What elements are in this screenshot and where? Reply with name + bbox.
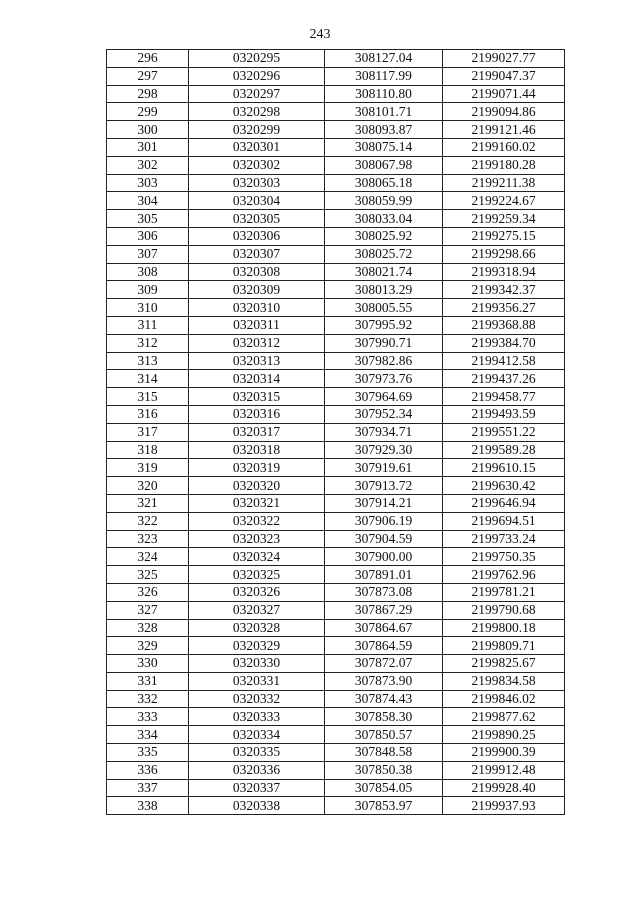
x-coordinate-cell: 308067.98 xyxy=(325,156,443,174)
table-row xyxy=(107,583,565,601)
y-coordinate-cell: 2199493.59 xyxy=(443,405,565,423)
x-coordinate-cell: 307990.71 xyxy=(325,334,443,352)
y-coordinate-cell: 2199259.34 xyxy=(443,210,565,228)
point-number-cell: 319 xyxy=(107,459,189,477)
y-coordinate-cell: 2199211.38 xyxy=(443,174,565,192)
coordinates-table-body xyxy=(107,50,565,815)
y-coordinate-cell: 2199071.44 xyxy=(443,85,565,103)
point-code-cell: 0320305 xyxy=(189,210,325,228)
point-code-cell: 0320302 xyxy=(189,156,325,174)
y-coordinate-cell: 2199412.58 xyxy=(443,352,565,370)
x-coordinate-cell: 307929.30 xyxy=(325,441,443,459)
point-code-cell: 0320322 xyxy=(189,512,325,530)
y-coordinate-cell: 2199890.25 xyxy=(443,726,565,744)
table-row xyxy=(107,477,565,495)
table-row xyxy=(107,566,565,584)
table-row xyxy=(107,299,565,317)
x-coordinate-cell: 307864.67 xyxy=(325,619,443,637)
x-coordinate-cell: 307914.21 xyxy=(325,494,443,512)
table-row xyxy=(107,797,565,815)
x-coordinate-cell: 307973.76 xyxy=(325,370,443,388)
y-coordinate-cell: 2199900.39 xyxy=(443,744,565,762)
point-code-cell: 0320321 xyxy=(189,494,325,512)
point-code-cell: 0320320 xyxy=(189,477,325,495)
table-row xyxy=(107,67,565,85)
y-coordinate-cell: 2199047.37 xyxy=(443,67,565,85)
x-coordinate-cell: 307873.08 xyxy=(325,583,443,601)
point-code-cell: 0320306 xyxy=(189,227,325,245)
point-number-cell: 325 xyxy=(107,566,189,584)
y-coordinate-cell: 2199825.67 xyxy=(443,655,565,673)
table-row xyxy=(107,334,565,352)
point-number-cell: 330 xyxy=(107,655,189,673)
x-coordinate-cell: 307982.86 xyxy=(325,352,443,370)
x-coordinate-cell: 307891.01 xyxy=(325,566,443,584)
point-number-cell: 296 xyxy=(107,50,189,68)
x-coordinate-cell: 308117.99 xyxy=(325,67,443,85)
x-coordinate-cell: 308033.04 xyxy=(325,210,443,228)
y-coordinate-cell: 2199762.96 xyxy=(443,566,565,584)
table-row xyxy=(107,672,565,690)
x-coordinate-cell: 308005.55 xyxy=(325,299,443,317)
point-number-cell: 329 xyxy=(107,637,189,655)
point-number-cell: 338 xyxy=(107,797,189,815)
point-number-cell: 309 xyxy=(107,281,189,299)
point-number-cell: 310 xyxy=(107,299,189,317)
point-code-cell: 0320310 xyxy=(189,299,325,317)
point-code-cell: 0320308 xyxy=(189,263,325,281)
point-code-cell: 0320333 xyxy=(189,708,325,726)
point-number-cell: 320 xyxy=(107,477,189,495)
x-coordinate-cell: 307858.30 xyxy=(325,708,443,726)
x-coordinate-cell: 308127.04 xyxy=(325,50,443,68)
point-number-cell: 300 xyxy=(107,121,189,139)
y-coordinate-cell: 2199928.40 xyxy=(443,779,565,797)
y-coordinate-cell: 2199610.15 xyxy=(443,459,565,477)
point-code-cell: 0320315 xyxy=(189,388,325,406)
point-code-cell: 0320332 xyxy=(189,690,325,708)
table-row xyxy=(107,156,565,174)
table-row xyxy=(107,50,565,68)
x-coordinate-cell: 307952.34 xyxy=(325,405,443,423)
point-number-cell: 334 xyxy=(107,726,189,744)
y-coordinate-cell: 2199877.62 xyxy=(443,708,565,726)
x-coordinate-cell: 307913.72 xyxy=(325,477,443,495)
point-code-cell: 0320317 xyxy=(189,423,325,441)
y-coordinate-cell: 2199121.46 xyxy=(443,121,565,139)
point-code-cell: 0320298 xyxy=(189,103,325,121)
point-number-cell: 307 xyxy=(107,245,189,263)
table-row xyxy=(107,708,565,726)
point-number-cell: 306 xyxy=(107,227,189,245)
point-number-cell: 331 xyxy=(107,672,189,690)
y-coordinate-cell: 2199646.94 xyxy=(443,494,565,512)
point-number-cell: 333 xyxy=(107,708,189,726)
table-row xyxy=(107,405,565,423)
point-code-cell: 0320325 xyxy=(189,566,325,584)
table-row xyxy=(107,548,565,566)
point-code-cell: 0320303 xyxy=(189,174,325,192)
table-row xyxy=(107,512,565,530)
table-row xyxy=(107,423,565,441)
y-coordinate-cell: 2199630.42 xyxy=(443,477,565,495)
table-row xyxy=(107,388,565,406)
y-coordinate-cell: 2199551.22 xyxy=(443,423,565,441)
point-code-cell: 0320324 xyxy=(189,548,325,566)
point-code-cell: 0320336 xyxy=(189,761,325,779)
point-code-cell: 0320307 xyxy=(189,245,325,263)
point-number-cell: 301 xyxy=(107,138,189,156)
table-row xyxy=(107,174,565,192)
table-row xyxy=(107,459,565,477)
table-row xyxy=(107,494,565,512)
point-code-cell: 0320331 xyxy=(189,672,325,690)
y-coordinate-cell: 2199384.70 xyxy=(443,334,565,352)
point-code-cell: 0320329 xyxy=(189,637,325,655)
x-coordinate-cell: 307873.90 xyxy=(325,672,443,690)
table-row xyxy=(107,227,565,245)
table-row xyxy=(107,601,565,619)
point-code-cell: 0320337 xyxy=(189,779,325,797)
point-code-cell: 0320295 xyxy=(189,50,325,68)
y-coordinate-cell: 2199937.93 xyxy=(443,797,565,815)
point-number-cell: 328 xyxy=(107,619,189,637)
x-coordinate-cell: 308093.87 xyxy=(325,121,443,139)
point-number-cell: 326 xyxy=(107,583,189,601)
point-number-cell: 322 xyxy=(107,512,189,530)
x-coordinate-cell: 308110.80 xyxy=(325,85,443,103)
point-code-cell: 0320316 xyxy=(189,405,325,423)
point-number-cell: 308 xyxy=(107,263,189,281)
x-coordinate-cell: 308025.92 xyxy=(325,227,443,245)
x-coordinate-cell: 307900.00 xyxy=(325,548,443,566)
point-number-cell: 335 xyxy=(107,744,189,762)
x-coordinate-cell: 307853.97 xyxy=(325,797,443,815)
point-code-cell: 0320338 xyxy=(189,797,325,815)
y-coordinate-cell: 2199318.94 xyxy=(443,263,565,281)
point-code-cell: 0320309 xyxy=(189,281,325,299)
x-coordinate-cell: 308075.14 xyxy=(325,138,443,156)
point-number-cell: 321 xyxy=(107,494,189,512)
table-row xyxy=(107,138,565,156)
point-number-cell: 327 xyxy=(107,601,189,619)
x-coordinate-cell: 307854.05 xyxy=(325,779,443,797)
y-coordinate-cell: 2199356.27 xyxy=(443,299,565,317)
y-coordinate-cell: 2199368.88 xyxy=(443,316,565,334)
x-coordinate-cell: 307874.43 xyxy=(325,690,443,708)
y-coordinate-cell: 2199342.37 xyxy=(443,281,565,299)
table-row xyxy=(107,263,565,281)
x-coordinate-cell: 307872.07 xyxy=(325,655,443,673)
point-code-cell: 0320319 xyxy=(189,459,325,477)
x-coordinate-cell: 308065.18 xyxy=(325,174,443,192)
x-coordinate-cell: 307964.69 xyxy=(325,388,443,406)
point-number-cell: 303 xyxy=(107,174,189,192)
point-code-cell: 0320299 xyxy=(189,121,325,139)
y-coordinate-cell: 2199180.28 xyxy=(443,156,565,174)
point-number-cell: 313 xyxy=(107,352,189,370)
point-code-cell: 0320297 xyxy=(189,85,325,103)
y-coordinate-cell: 2199781.21 xyxy=(443,583,565,601)
point-code-cell: 0320334 xyxy=(189,726,325,744)
coordinates-table xyxy=(106,49,565,815)
table-row xyxy=(107,370,565,388)
table-row xyxy=(107,637,565,655)
table-row xyxy=(107,352,565,370)
point-number-cell: 323 xyxy=(107,530,189,548)
point-number-cell: 314 xyxy=(107,370,189,388)
y-coordinate-cell: 2199790.68 xyxy=(443,601,565,619)
point-code-cell: 0320318 xyxy=(189,441,325,459)
x-coordinate-cell: 308013.29 xyxy=(325,281,443,299)
point-code-cell: 0320314 xyxy=(189,370,325,388)
point-number-cell: 315 xyxy=(107,388,189,406)
point-code-cell: 0320327 xyxy=(189,601,325,619)
point-code-cell: 0320296 xyxy=(189,67,325,85)
point-code-cell: 0320328 xyxy=(189,619,325,637)
y-coordinate-cell: 2199094.86 xyxy=(443,103,565,121)
y-coordinate-cell: 2199733.24 xyxy=(443,530,565,548)
point-number-cell: 302 xyxy=(107,156,189,174)
table-row xyxy=(107,103,565,121)
y-coordinate-cell: 2199846.02 xyxy=(443,690,565,708)
point-number-cell: 317 xyxy=(107,423,189,441)
y-coordinate-cell: 2199458.77 xyxy=(443,388,565,406)
table-row xyxy=(107,121,565,139)
point-code-cell: 0320313 xyxy=(189,352,325,370)
x-coordinate-cell: 307850.57 xyxy=(325,726,443,744)
point-number-cell: 297 xyxy=(107,67,189,85)
table-row xyxy=(107,316,565,334)
page-number: 243 xyxy=(309,27,331,42)
y-coordinate-cell: 2199437.26 xyxy=(443,370,565,388)
x-coordinate-cell: 307848.58 xyxy=(325,744,443,762)
table-row xyxy=(107,192,565,210)
x-coordinate-cell: 307919.61 xyxy=(325,459,443,477)
x-coordinate-cell: 307904.59 xyxy=(325,530,443,548)
point-code-cell: 0320312 xyxy=(189,334,325,352)
point-number-cell: 316 xyxy=(107,405,189,423)
y-coordinate-cell: 2199912.48 xyxy=(443,761,565,779)
point-code-cell: 0320335 xyxy=(189,744,325,762)
point-number-cell: 324 xyxy=(107,548,189,566)
x-coordinate-cell: 307906.19 xyxy=(325,512,443,530)
y-coordinate-cell: 2199589.28 xyxy=(443,441,565,459)
x-coordinate-cell: 307867.29 xyxy=(325,601,443,619)
x-coordinate-cell: 308021.74 xyxy=(325,263,443,281)
table-row xyxy=(107,761,565,779)
point-code-cell: 0320326 xyxy=(189,583,325,601)
y-coordinate-cell: 2199275.15 xyxy=(443,227,565,245)
table-row xyxy=(107,779,565,797)
point-code-cell: 0320304 xyxy=(189,192,325,210)
table-row xyxy=(107,619,565,637)
y-coordinate-cell: 2199834.58 xyxy=(443,672,565,690)
x-coordinate-cell: 308059.99 xyxy=(325,192,443,210)
point-number-cell: 312 xyxy=(107,334,189,352)
table-row xyxy=(107,655,565,673)
x-coordinate-cell: 307934.71 xyxy=(325,423,443,441)
y-coordinate-cell: 2199800.18 xyxy=(443,619,565,637)
y-coordinate-cell: 2199027.77 xyxy=(443,50,565,68)
x-coordinate-cell: 307864.59 xyxy=(325,637,443,655)
y-coordinate-cell: 2199694.51 xyxy=(443,512,565,530)
x-coordinate-cell: 308025.72 xyxy=(325,245,443,263)
table-row xyxy=(107,281,565,299)
table-row xyxy=(107,744,565,762)
y-coordinate-cell: 2199224.67 xyxy=(443,192,565,210)
table-row xyxy=(107,210,565,228)
point-number-cell: 311 xyxy=(107,316,189,334)
table-row xyxy=(107,85,565,103)
point-number-cell: 298 xyxy=(107,85,189,103)
point-code-cell: 0320323 xyxy=(189,530,325,548)
y-coordinate-cell: 2199809.71 xyxy=(443,637,565,655)
y-coordinate-cell: 2199298.66 xyxy=(443,245,565,263)
x-coordinate-cell: 307850.38 xyxy=(325,761,443,779)
point-number-cell: 337 xyxy=(107,779,189,797)
point-number-cell: 299 xyxy=(107,103,189,121)
point-number-cell: 336 xyxy=(107,761,189,779)
point-number-cell: 305 xyxy=(107,210,189,228)
point-number-cell: 304 xyxy=(107,192,189,210)
x-coordinate-cell: 308101.71 xyxy=(325,103,443,121)
point-number-cell: 332 xyxy=(107,690,189,708)
y-coordinate-cell: 2199160.02 xyxy=(443,138,565,156)
table-row xyxy=(107,690,565,708)
table-row xyxy=(107,530,565,548)
table-row xyxy=(107,726,565,744)
x-coordinate-cell: 307995.92 xyxy=(325,316,443,334)
point-code-cell: 0320330 xyxy=(189,655,325,673)
table-row xyxy=(107,245,565,263)
table-row xyxy=(107,441,565,459)
point-number-cell: 318 xyxy=(107,441,189,459)
point-code-cell: 0320311 xyxy=(189,316,325,334)
point-code-cell: 0320301 xyxy=(189,138,325,156)
y-coordinate-cell: 2199750.35 xyxy=(443,548,565,566)
